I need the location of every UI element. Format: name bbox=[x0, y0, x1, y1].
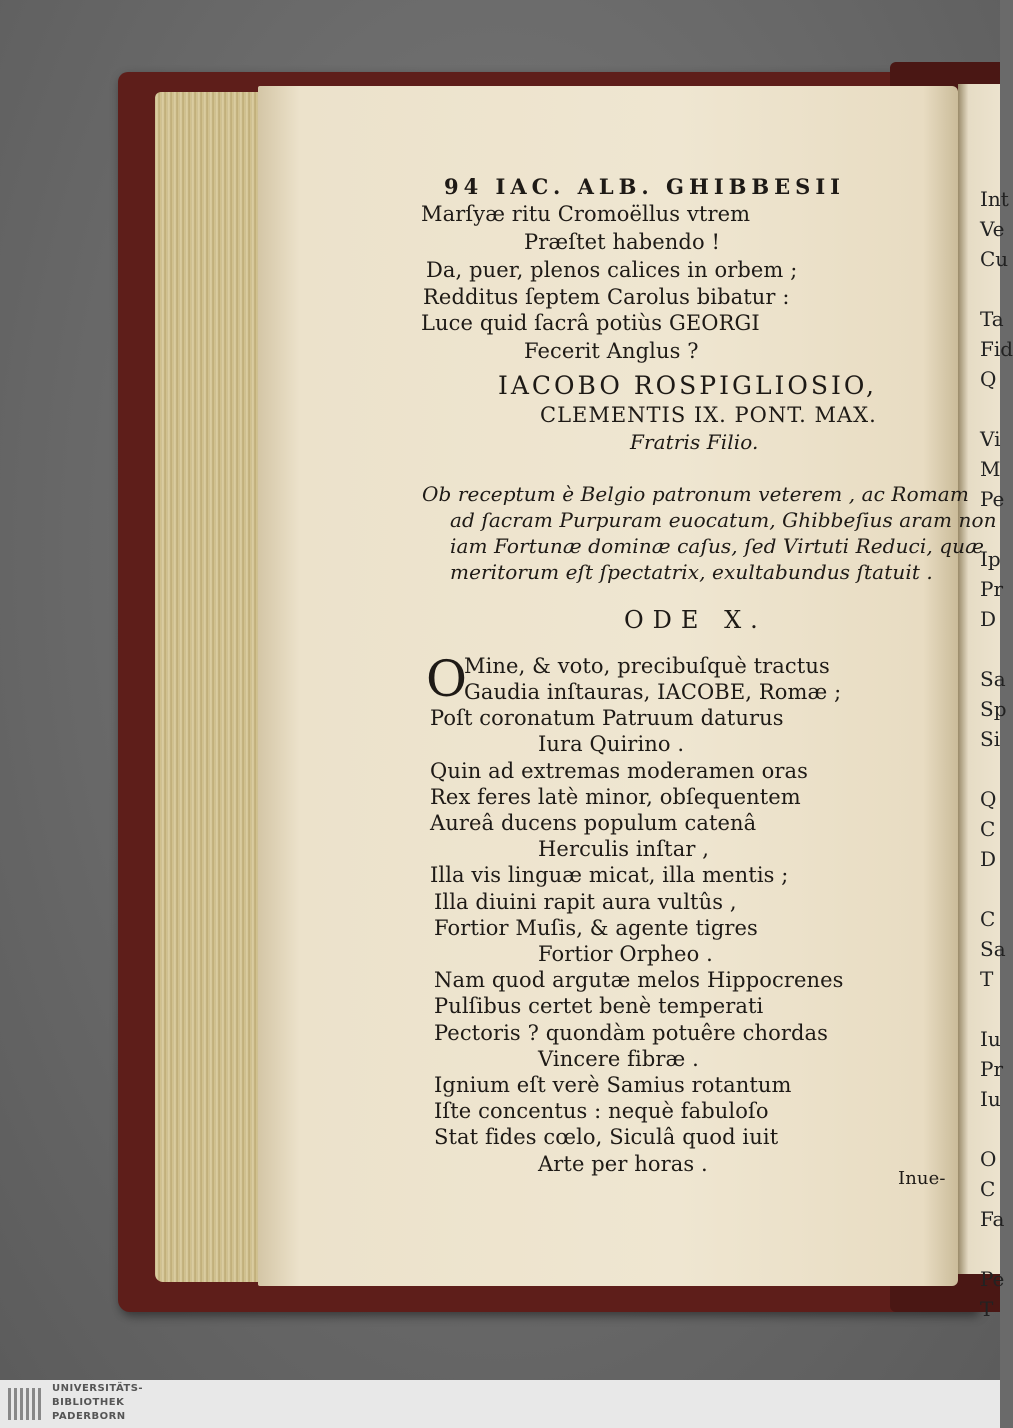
facing-page-fragment bbox=[958, 1114, 1000, 1144]
verse-line: Redditus ſeptem Carolus bibatur : bbox=[423, 285, 790, 309]
ode-line: Gaudia inſtauras, IACOBE, Romæ ; bbox=[464, 680, 842, 704]
logo-text-3: PADERBORN bbox=[52, 1411, 126, 1422]
facing-page-fragment bbox=[958, 1234, 1000, 1264]
ode-line: Fortior Orpheo . bbox=[538, 942, 713, 966]
footer-bar bbox=[0, 1380, 1000, 1428]
ode-line: Rex feres latè minor, obſequentem bbox=[430, 784, 801, 809]
facing-page-fragment bbox=[958, 634, 1000, 664]
facing-page-fragment bbox=[958, 874, 1000, 904]
facing-page-fragment: Q bbox=[980, 787, 997, 811]
facing-page-fragment: Iu bbox=[980, 1087, 1001, 1111]
facing-page-fragment bbox=[958, 394, 1000, 424]
facing-page-fragment: Cu bbox=[980, 247, 1009, 271]
facing-page-fragment: Sa bbox=[980, 937, 1006, 961]
ode-heading: ODE X. bbox=[624, 606, 767, 634]
facing-page-fragment: Ta bbox=[980, 307, 1004, 331]
dedication-line: Ob receptum è Belgio patronum veterem , ac Romam bbox=[422, 482, 969, 506]
logo-text-2: BIBLIOTHEK bbox=[52, 1397, 125, 1408]
facing-page-fragment: Sa bbox=[980, 667, 1006, 691]
ode-line: Poſt coronatum Patruum daturus bbox=[430, 706, 784, 731]
dedication-line: meritorum eſt ſpectatrix, exultabundus ſtatuit . bbox=[450, 560, 933, 584]
ode-line: Iſte concentus : nequè fabuloſo bbox=[434, 1099, 769, 1124]
facing-page-fragment: Pe bbox=[980, 1267, 1005, 1291]
running-head: 94 IAC. ALB. GHIBBESII bbox=[444, 174, 845, 199]
facing-page-fragment: Vi bbox=[980, 427, 1001, 451]
drop-cap: O bbox=[426, 650, 468, 708]
facing-page-fragment: O bbox=[980, 1147, 997, 1171]
facing-page-fragment bbox=[958, 274, 1000, 304]
ode-line: Illa vis linguæ micat, illa mentis ; bbox=[430, 863, 789, 888]
facing-page-fragment: Pr bbox=[980, 1057, 1004, 1081]
facing-page-fragment: Pr bbox=[980, 577, 1004, 601]
logo-text-1: UNIVERSITÄTS- bbox=[52, 1383, 144, 1394]
ode-line: Arte per horas . bbox=[538, 1151, 708, 1176]
facing-page-fragment: Q bbox=[980, 367, 997, 391]
facing-page-fragment: Ve bbox=[980, 217, 1005, 241]
ode-line: Ignium eſt verè Samius rotantum bbox=[434, 1073, 792, 1097]
title-line-2: CLEMENTIS IX. PONT. MAX. bbox=[540, 403, 877, 427]
verse-line: Marſyæ ritu Cromoëllus vtrem bbox=[421, 202, 751, 226]
title-line-1: IACOBO ROSPIGLIOSIO, bbox=[498, 371, 877, 400]
ode-line: Nam quod argutæ melos Hippocrenes bbox=[434, 968, 844, 993]
verse-line: Da, puer, plenos calices in orbem ; bbox=[426, 258, 798, 282]
facing-page-fragment: D bbox=[980, 847, 997, 871]
facing-page-fragment: Pe bbox=[980, 487, 1005, 511]
facing-page-fragment: Fa bbox=[980, 1207, 1005, 1231]
ode-first-line: Mine, & voto, precibuſquè tractus bbox=[464, 654, 830, 678]
dedication-line: iam Fortunæ dominæ caſus, ſed Virtuti Reduci, quæ bbox=[450, 534, 985, 558]
facing-page-fragment: Fid bbox=[980, 337, 1013, 361]
facing-page bbox=[958, 84, 1013, 1321]
ode-line: Pulſibus certet benè temperati bbox=[434, 994, 764, 1019]
facing-page-fragment: M bbox=[980, 457, 1001, 481]
facing-page-fragment: D bbox=[980, 607, 997, 631]
ode-line: Aureâ ducens populum catenâ bbox=[430, 811, 757, 835]
verse-line: Præſtet habendo ! bbox=[524, 230, 721, 254]
ode-line: Stat fides cœlo, Siculâ quod iuit bbox=[434, 1125, 779, 1150]
verse-line: Fecerit Anglus ? bbox=[524, 339, 699, 363]
facing-page-fragment: Int bbox=[980, 187, 1009, 211]
facing-page-fragment bbox=[958, 994, 1000, 1024]
facing-page-fragment: Ip bbox=[980, 547, 1001, 571]
dedication-line: ad ſacram Purpuram euocatum, Ghibbeſius aram non bbox=[450, 508, 997, 532]
facing-page-fragment: T bbox=[980, 967, 994, 991]
ode-line: Quin ad extremas moderamen oras bbox=[430, 758, 808, 783]
facing-page-fragment: Sp bbox=[980, 697, 1007, 721]
facing-page-fragment: Si bbox=[980, 727, 1001, 751]
facing-page-fragment: C bbox=[980, 1177, 996, 1201]
ode-line: Vincere fibræ . bbox=[538, 1046, 699, 1071]
facing-page-fragment: T bbox=[980, 1297, 994, 1321]
page-edges bbox=[155, 92, 265, 1282]
ode-line: Herculis inſtar , bbox=[538, 837, 710, 862]
facing-page-fragment: Iu bbox=[980, 1027, 1001, 1051]
catchword: Inue- bbox=[898, 1168, 946, 1189]
ode-line: Illa diuini rapit aura vultûs , bbox=[434, 889, 737, 914]
ode-line: Iura Quirino . bbox=[538, 732, 685, 757]
facing-page-fragment: C bbox=[980, 817, 996, 841]
facing-page-fragment bbox=[958, 754, 1000, 784]
title-line-3: Fratris Filio. bbox=[630, 430, 759, 454]
verse-line: Luce quid ſacrâ potiùs GEORGI bbox=[421, 311, 760, 335]
facing-page-fragment: C bbox=[980, 907, 996, 931]
ode-line: Fortior Muſis, & agente tigres bbox=[434, 915, 758, 940]
ode-line: Pectoris ? quondàm potuêre chordas bbox=[434, 1020, 829, 1045]
library-logo-icon bbox=[6, 1386, 44, 1422]
